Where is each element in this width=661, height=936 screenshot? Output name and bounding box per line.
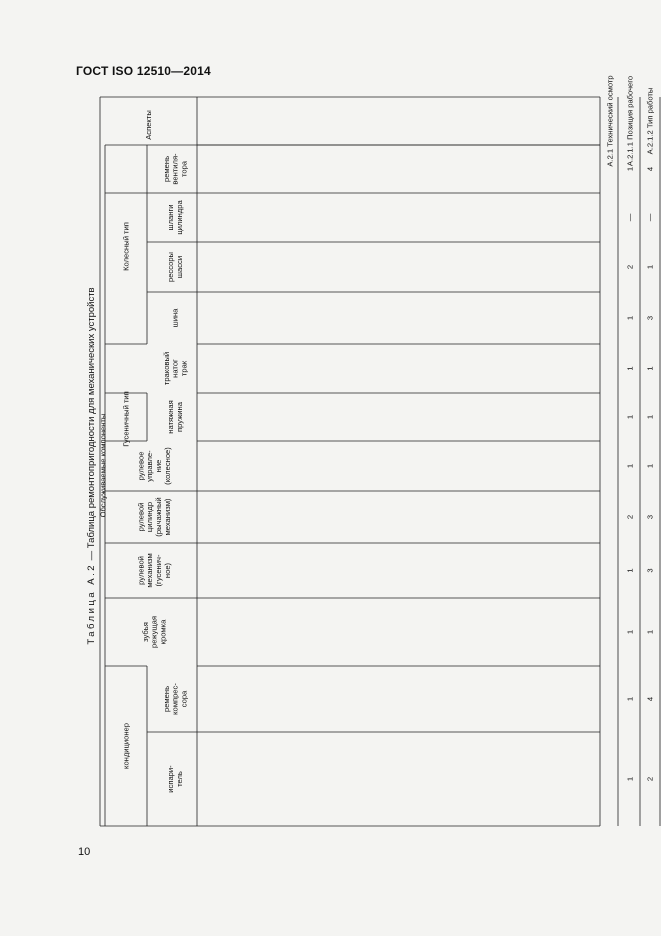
page-number: 10 [78,846,91,858]
table-cell: 1 [625,463,635,469]
column-header-4: шина [170,308,180,328]
table-cell: 2 [625,264,635,270]
column-header-1: ременьвентиля-тора [161,153,189,185]
document-header: ГОСТ ISO 12510—2014 [76,64,211,78]
table-cell: 1 [625,629,635,635]
table-cell: — [625,213,635,222]
table-cell: 1 [625,414,635,420]
aspects-header: Аспекты [144,110,154,140]
table-cell: 1 [625,776,635,782]
caption-text: — Таблица ремонтопригодности для механических устройств [86,287,97,563]
column-header-9: рулевоймеханизм(гусенич-ное) [136,553,172,588]
table-cell: 1 [645,414,655,420]
column-header-7: рулевоеуправле-ние(колесное) [136,447,172,485]
column-header-5: траковыйнатогтрак [161,351,189,386]
components-header: Обслуживаемые компоненты [98,413,108,518]
column-header-10: зубьярежущаякромка [140,616,168,648]
section-label: А.2.1 Технический осмотр [605,75,615,167]
group-tracked-header: Гусеничный тип [121,391,131,447]
group-conditioner-header: кондиционер [121,723,131,769]
table-cell: 1 [645,463,655,469]
table-cell: 3 [645,568,655,573]
column-header-2: шлангицилиндра [166,200,184,235]
table-cell: 2 [645,776,655,782]
table-cell: 4 [645,696,655,702]
table-cell: 1 [625,568,635,573]
table-cell: 2 [625,514,635,520]
column-header-11: ременькомпрес-сора [161,683,189,715]
table-cell: 1 [625,315,635,321]
column-header-12: испари-тель [166,765,184,793]
table-cell: 1 [625,166,635,172]
column-header-6: натяжнаяпружина [166,400,184,434]
group-wheeled-header: Колесный тип [121,222,131,271]
table-cell: 1 [625,696,635,702]
table-cell: 4 [645,166,655,172]
table-cell: 1 [645,366,655,371]
caption-label: Таблица А.2 [86,562,97,645]
table-cell: 3 [645,514,655,520]
row-label: А.2.1.1 Позиция рабочего [625,75,635,167]
table-cell: 3 [645,315,655,321]
table-cell: — [645,213,655,222]
column-header-8: рулевойцилиндр(рычажныймеханизм) [136,497,172,537]
table-cell: 1 [625,366,635,371]
row-label: А.2.1.2 Тип работы [645,87,655,155]
table-cell: 1 [645,264,655,270]
column-header-3: рессорышасси [166,251,184,283]
table-cell: 1 [645,629,655,635]
